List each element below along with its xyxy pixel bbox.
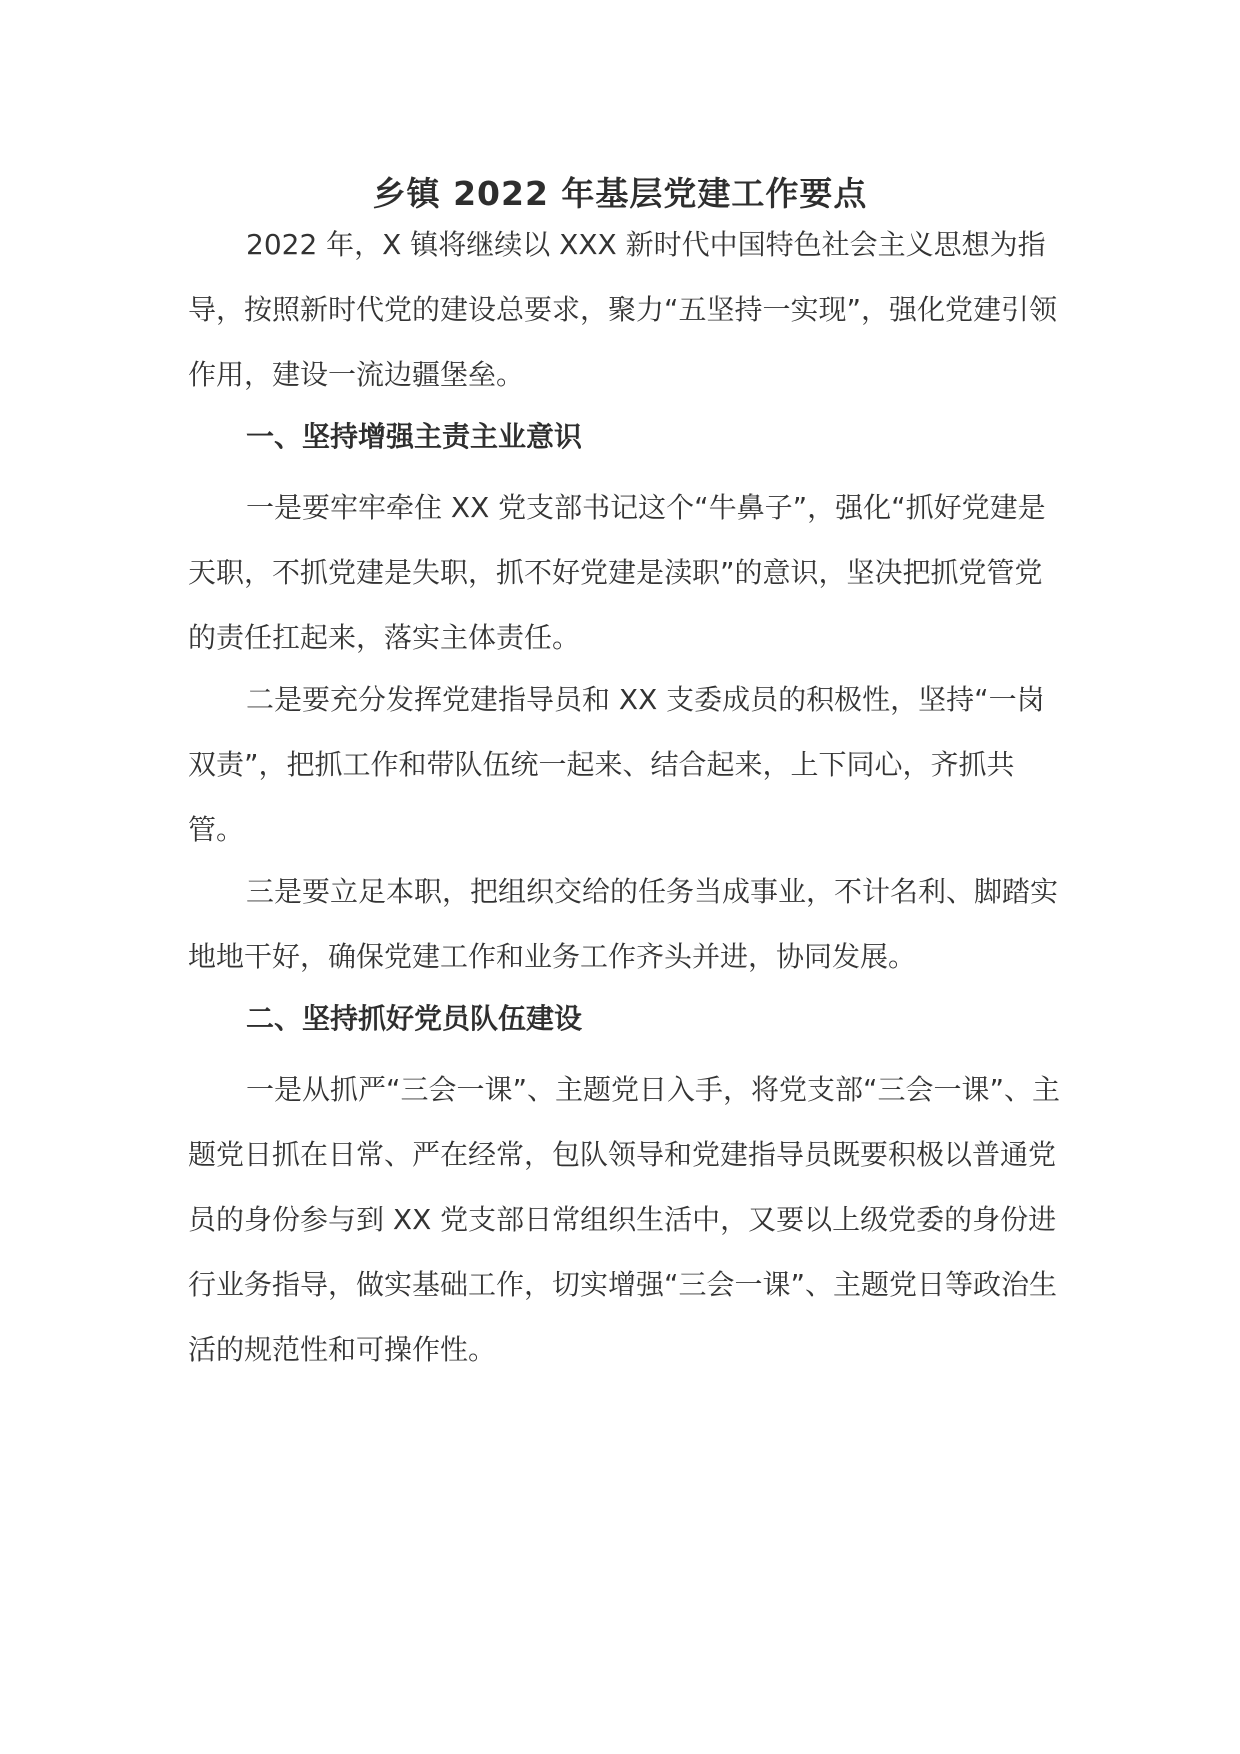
section-1-paragraph-1: 一是要牢牢牵住 XX 党支部书记这个“牛鼻子”，强化“抓好党建是天职，不抓党建是失职，抓不好党建是渎职”的意识，坚决把抓党管党的责任扛起来，落实主体责任。 bbox=[188, 491, 1046, 654]
section-1-paragraph-3: 三是要立足本职，把组织交给的任务当成事业，不计名利、脚踏实地地干好，确保党建工作和业务工作齐头并进，协同发展。 bbox=[188, 875, 1059, 973]
section-1-heading: 一、坚持增强主责主业意识 bbox=[246, 420, 583, 453]
section-1-paragraph-2: 二是要充分发挥党建指导员和 XX 支委成员的积极性，坚持“一岗双责”，把抓工作和带队伍统一起来、结合起来，上下同心，齐抓共管。 bbox=[188, 683, 1045, 846]
section-2-paragraph-1: 一是从抓严“三会一课”、主题党日入手，将党支部“三会一课”、主题党日抓在日常、严在经常，包队领导和党建指导员既要积极以普通党员的身份参与到 XX 党支部日常组织生活中，又要以上级党委的身份进行业务指导，做实基础工作，切实增强“三会一课”、主题党日等政治生活的规范性和可操作性。 bbox=[188, 1073, 1061, 1366]
intro-paragraph: 2022 年，X 镇将继续以 XXX 新时代中国特色社会主义思想为指导，按照新时代党的建设总要求，聚力“五坚持一实现”，强化党建引领作用，建设一流边疆堡垒。 bbox=[188, 228, 1058, 391]
document-title: 乡镇 2022 年基层党建工作要点 bbox=[372, 174, 868, 213]
section-2-heading: 二、坚持抓好党员队伍建设 bbox=[246, 1002, 583, 1035]
